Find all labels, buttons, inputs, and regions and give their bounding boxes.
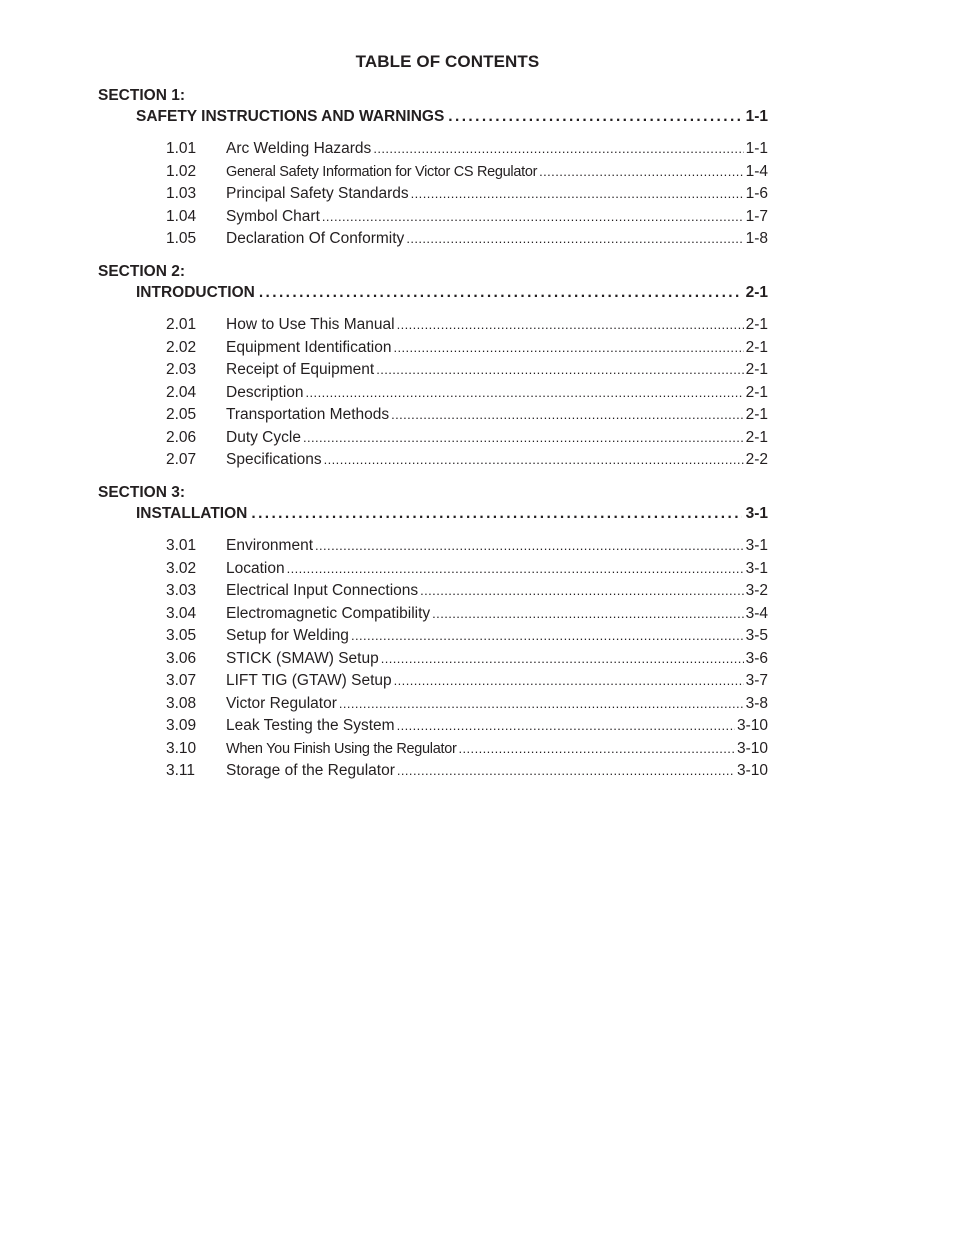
dot-leader bbox=[432, 603, 743, 626]
entry-title: How to Use This Manual bbox=[226, 316, 395, 333]
entry-page: 2-1 bbox=[745, 428, 768, 446]
entry-page: 3-1 bbox=[745, 559, 768, 577]
entry-page: 3-5 bbox=[745, 627, 768, 644]
toc-entry[interactable] bbox=[98, 228, 768, 251]
entry-title: Victor Regulator bbox=[226, 694, 337, 712]
entry-number: 3.11 bbox=[166, 762, 196, 779]
section-heading-page: 1-1 bbox=[745, 108, 768, 125]
section-heading-link[interactable] bbox=[136, 106, 768, 128]
entry-number: 3.10 bbox=[166, 739, 197, 757]
section-heading-title: INSTALLATION bbox=[136, 505, 248, 522]
entry-number: 2.01 bbox=[166, 316, 197, 333]
entry-title: LIFT TIG (GTAW) Setup bbox=[226, 672, 392, 689]
toc-entry[interactable] bbox=[98, 206, 768, 229]
toc-entry[interactable] bbox=[98, 359, 768, 382]
toc-entry[interactable] bbox=[98, 670, 768, 693]
entry-page: 3-10 bbox=[736, 739, 768, 757]
dot-leader bbox=[397, 314, 744, 337]
entry-title: Environment bbox=[226, 537, 314, 554]
entry-title: Declaration Of Conformity bbox=[226, 230, 405, 247]
toc-entry[interactable] bbox=[98, 449, 768, 472]
dot-leader bbox=[303, 427, 744, 450]
toc-entry[interactable] bbox=[98, 404, 768, 427]
entry-number: 3.01 bbox=[166, 537, 197, 554]
entry-number: 2.07 bbox=[166, 451, 197, 468]
entry-title: Location bbox=[226, 559, 285, 577]
entry-number: 3.08 bbox=[166, 694, 197, 712]
toc-entry[interactable] bbox=[98, 314, 768, 337]
dot-leader bbox=[322, 206, 744, 229]
entry-number: 2.03 bbox=[166, 361, 197, 378]
dot-leader bbox=[459, 738, 735, 761]
toc-entry[interactable] bbox=[98, 580, 768, 603]
section-heading-page: 2-1 bbox=[745, 284, 768, 301]
entry-page: 3-10 bbox=[736, 717, 768, 734]
entry-title: Arc Welding Hazards bbox=[226, 140, 372, 157]
entry-title: Equipment Identification bbox=[226, 338, 392, 356]
entry-title: Duty Cycle bbox=[226, 428, 301, 446]
entry-page: 1-7 bbox=[745, 207, 768, 225]
dot-leader bbox=[397, 715, 735, 738]
entry-number: 3.04 bbox=[166, 604, 197, 622]
entry-title: Electromagnetic Compatibility bbox=[226, 604, 431, 622]
entry-page: 3-2 bbox=[745, 582, 768, 599]
entry-number: 1.04 bbox=[166, 207, 197, 225]
entry-page: 3-7 bbox=[745, 672, 768, 689]
entry-page: 3-4 bbox=[745, 604, 768, 622]
entry-title: General Safety Information for Victor CS Regulator bbox=[226, 163, 538, 180]
entry-page: 3-10 bbox=[736, 762, 768, 779]
entry-number: 1.01 bbox=[166, 140, 197, 157]
entry-number: 3.06 bbox=[166, 649, 197, 667]
section-label: SECTION 3: bbox=[98, 484, 185, 501]
dot-leader bbox=[539, 161, 743, 184]
dot-leader bbox=[381, 648, 744, 671]
toc-entry[interactable] bbox=[98, 738, 768, 761]
toc-entry[interactable] bbox=[98, 603, 768, 626]
entry-title: Leak Testing the System bbox=[226, 717, 395, 734]
dot-leader bbox=[391, 404, 743, 427]
entry-number: 2.04 bbox=[166, 383, 197, 401]
entry-title: Storage of the Regulator bbox=[226, 762, 395, 779]
entry-page: 1-4 bbox=[745, 162, 768, 180]
section-label: SECTION 1: bbox=[98, 87, 185, 104]
entry-number: 1.05 bbox=[166, 230, 197, 247]
toc-entry[interactable] bbox=[98, 161, 768, 184]
entry-page: 1-6 bbox=[745, 185, 768, 202]
dot-leader bbox=[306, 382, 744, 405]
entry-page: 2-1 bbox=[745, 338, 768, 356]
dot-leader bbox=[393, 337, 743, 360]
entry-number: 3.09 bbox=[166, 717, 197, 734]
entry-number: 3.07 bbox=[166, 672, 197, 689]
entry-title: STICK (SMAW) Setup bbox=[226, 649, 379, 667]
entry-number: 3.02 bbox=[166, 559, 197, 577]
entry-title: When You Finish Using the Regulator bbox=[226, 740, 457, 757]
toc-entry[interactable] bbox=[98, 183, 768, 206]
section-heading-title: SAFETY INSTRUCTIONS AND WARNINGS bbox=[136, 108, 445, 125]
section-heading-link[interactable] bbox=[136, 282, 768, 304]
dot-leader bbox=[376, 359, 743, 382]
entry-number: 2.06 bbox=[166, 428, 197, 446]
entry-title: Transportation Methods bbox=[226, 406, 390, 423]
entry-title: Electrical Input Connections bbox=[226, 582, 419, 599]
toc-entry[interactable] bbox=[98, 558, 768, 581]
toc-section-1 bbox=[98, 86, 768, 251]
dot-leader bbox=[406, 228, 743, 251]
toc-entry[interactable] bbox=[98, 138, 768, 161]
entry-number: 3.05 bbox=[166, 627, 197, 644]
entry-page: 3-8 bbox=[745, 694, 768, 712]
toc-section-3 bbox=[98, 483, 768, 783]
section-heading-title: INTRODUCTION bbox=[136, 284, 255, 301]
dot-leader bbox=[259, 282, 742, 304]
dot-leader bbox=[448, 106, 741, 128]
toc-entry[interactable] bbox=[98, 382, 768, 405]
toc-entry[interactable] bbox=[98, 760, 768, 783]
entry-page: 2-1 bbox=[745, 361, 768, 378]
dot-leader bbox=[420, 580, 743, 603]
dot-leader bbox=[315, 535, 744, 558]
toc-entry[interactable] bbox=[98, 715, 768, 738]
entry-title: Setup for Welding bbox=[226, 627, 349, 644]
entry-number: 2.05 bbox=[166, 406, 197, 423]
entry-title: Symbol Chart bbox=[226, 207, 320, 225]
toc-entry[interactable] bbox=[98, 693, 768, 716]
entry-number: 1.02 bbox=[166, 162, 197, 180]
toc-entry[interactable] bbox=[98, 648, 768, 671]
dot-leader bbox=[287, 558, 744, 581]
entry-title: Description bbox=[226, 383, 304, 401]
entry-title: Principal Safety Standards bbox=[226, 185, 409, 202]
entry-number: 1.03 bbox=[166, 185, 197, 202]
toc-entry[interactable] bbox=[98, 337, 768, 360]
toc-entry[interactable] bbox=[98, 535, 768, 558]
entry-number: 2.02 bbox=[166, 338, 197, 356]
dot-leader bbox=[351, 625, 744, 648]
section-heading-page: 3-1 bbox=[745, 505, 768, 522]
dot-leader bbox=[339, 693, 744, 716]
entry-page: 3-6 bbox=[745, 649, 768, 667]
entry-number: 3.03 bbox=[166, 582, 197, 599]
section-label: SECTION 2: bbox=[98, 263, 185, 280]
entry-page: 1-1 bbox=[745, 140, 768, 157]
entry-page: 2-1 bbox=[745, 316, 768, 333]
entry-page: 2-2 bbox=[745, 451, 768, 468]
toc-section-2 bbox=[98, 262, 768, 472]
entry-page: 2-1 bbox=[745, 406, 768, 423]
dot-leader bbox=[324, 449, 744, 472]
entry-page: 2-1 bbox=[745, 383, 768, 401]
entry-title: Receipt of Equipment bbox=[226, 361, 375, 378]
entry-page: 1-8 bbox=[745, 230, 768, 247]
entry-title: Specifications bbox=[226, 451, 322, 468]
entry-page: 3-1 bbox=[745, 537, 768, 554]
dot-leader bbox=[411, 183, 744, 206]
dot-leader bbox=[251, 503, 741, 525]
section-heading-link[interactable] bbox=[136, 503, 768, 525]
dot-leader bbox=[397, 760, 735, 783]
toc-entry[interactable] bbox=[98, 427, 768, 450]
toc-entry[interactable] bbox=[98, 625, 768, 648]
dot-leader bbox=[394, 670, 744, 693]
page-title: TABLE OF CONTENTS bbox=[355, 52, 540, 71]
dot-leader bbox=[373, 138, 743, 161]
